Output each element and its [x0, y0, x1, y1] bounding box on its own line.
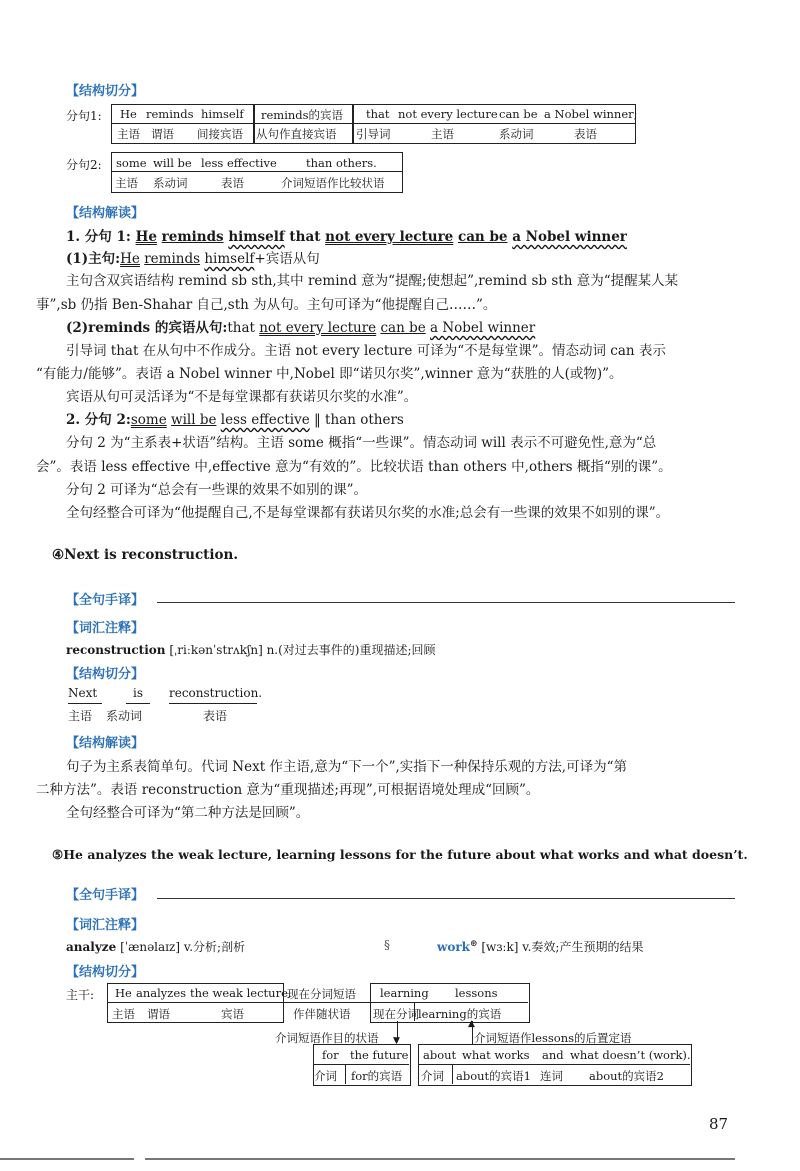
c1-word: that [366, 107, 390, 121]
clause1-divider [111, 123, 635, 124]
pp2-divider [418, 1064, 690, 1065]
c1-role: 系动词 [499, 127, 534, 141]
m-role: 谓语 [147, 1007, 170, 1021]
translation-heading: 【全句手译】 [66, 593, 145, 608]
structure-split-heading: 【结构切分】 [66, 667, 145, 682]
paragraph-line: 引导词 that 在从句中不作成分。主语 not every lecture 可译为“不是每堂课”。情态动词 can 表示 [66, 343, 666, 359]
p9-rest: ‖ than others [314, 412, 404, 428]
split-role: 表语 [203, 709, 228, 723]
paragraph-line: 句子为主系表简单句。代词 Next 作主语,意为“下一个”,实指下一种保持乐观的方法,可译为“第 [66, 759, 628, 775]
pp2-word: and [542, 1048, 564, 1062]
split-word: Next [68, 686, 98, 700]
clause1-label: 分句1: [66, 109, 102, 123]
sentence-4-title: ④Next is reconstruction. [52, 547, 239, 563]
m-word: learning [380, 986, 429, 1000]
p2-object: himself [204, 251, 255, 267]
pp2-separator [452, 1064, 453, 1084]
m-role: 作伴随状语 [293, 1007, 351, 1021]
m-role: learning的宾语 [418, 1007, 502, 1021]
c2-role: 系动词 [153, 176, 188, 190]
c1-role: 引导词 [356, 127, 391, 141]
c1-role: 表语 [574, 127, 597, 141]
structure-split-heading: 【结构切分】 [66, 965, 145, 980]
p1-subject: He [135, 229, 157, 245]
p9-verb: will be [171, 412, 217, 428]
vocab-heading: 【词汇注释】 [66, 918, 145, 933]
pp1-role: for的宾语 [351, 1069, 403, 1083]
structure-split-heading: 【结构切分】 [66, 84, 145, 99]
c1-role: 从句作直接宾语 [256, 127, 337, 141]
paragraph-line: 宾语从句可灵活译为“不是每堂课都有获诺贝尔奖的水准”。 [66, 389, 418, 405]
p9-label: 2. 分句 2: [66, 412, 131, 428]
m-word: He [115, 986, 132, 1000]
m-word: lessons [455, 986, 498, 1000]
translation-blank[interactable] [157, 898, 735, 899]
participle-phrase-line [282, 1002, 528, 1003]
vocab-entry [66, 938, 245, 955]
m-word: 现在分词短语 [287, 987, 356, 1001]
vocab-word: analyze [66, 940, 117, 954]
c2-role: 表语 [221, 176, 244, 190]
vocab-definition: v.分析;剖析 [183, 940, 246, 954]
object-clause-line [66, 316, 535, 336]
vocab-definition: n.(对过去事件的)重现描述;回顾 [266, 643, 436, 657]
c1-word: can be [499, 107, 538, 121]
pp1-role: 介词 [314, 1069, 337, 1083]
pp2-role: about的宾语1 [456, 1069, 531, 1083]
main-trunk-divider [107, 1002, 282, 1003]
c1-word: not every lecture [398, 107, 498, 121]
page-number: 87 [709, 1115, 729, 1133]
p5-subject: not every lecture [259, 320, 377, 336]
pp2-word: about [423, 1048, 457, 1062]
sentence-5-title: ⑤He analyzes the weak lecture, learning lessons for the future about what works and what doesn’t. [52, 847, 748, 862]
pp2-role: about的宾语2 [589, 1069, 664, 1083]
arrow-down-icon: ▼ [393, 1036, 400, 1046]
p2-label: (1)主句: [66, 251, 121, 267]
c2-word: will be [153, 156, 192, 170]
m-word: analyzes [136, 986, 187, 1000]
paragraph-line: 分句 2 为“主系表+状语”结构。主语 some 概指“一些课”。情态动词 will 表示不可避免性,意为“总 [66, 435, 657, 451]
paragraph-line: 事”,sb 仍指 Ben-Shahar 自己,sth 为从句。主句可译为“他提醒自己……”。 [36, 297, 497, 313]
translation-heading: 【全句手译】 [66, 888, 145, 903]
split-word: is [133, 686, 143, 700]
vocab-definition: v.奏效;产生预期的结果 [522, 940, 644, 954]
c1-word: himself [201, 107, 244, 121]
m-role: 现在分词 [373, 1007, 419, 1021]
paragraph-line: 会”。表语 less effective 中,effective 意为“有效的”。比较状语 than others 中,others 概指“别的课”。 [36, 459, 672, 475]
c1-word: a Nobel winner; [544, 107, 638, 121]
p1-label: 1. 分句 1: [66, 229, 131, 245]
p9-subject: some [130, 412, 167, 428]
vocab-entry [437, 938, 643, 955]
vocab-word: work [437, 940, 470, 954]
vocab-phonetic: [ˌriːkənˈstrʌkʃn] [169, 643, 263, 657]
vocab-phonetic: [wɜːk] [481, 940, 519, 954]
attributive-label: 介词短语作lessons的后置定语 [474, 1031, 632, 1045]
c1-word: reminds [146, 107, 194, 121]
p1-that: that [289, 229, 321, 245]
p5-that: that [227, 320, 255, 336]
pp2-word: what works [462, 1048, 530, 1062]
split-role: 系动词 [106, 709, 143, 723]
main-trunk-label: 主干: [66, 988, 95, 1002]
pp2-role: 介词 [421, 1069, 444, 1083]
split-word: reconstruction. [169, 686, 263, 700]
bottom-rule [145, 1158, 735, 1160]
c1-role: 主语 [431, 127, 454, 141]
p2-rest: +宾语从句 [254, 251, 320, 267]
c1-role: 间接宾语 [197, 127, 243, 141]
pp1-word: for [322, 1048, 339, 1062]
pp2-word: what doesn’t (work). [570, 1048, 691, 1062]
c2-word: than others. [306, 156, 377, 170]
m-role: 主语 [112, 1007, 135, 1021]
paragraph-line: 主句含双宾语结构 remind sb sth,其中 remind 意为“提醒;使想起”,remind sb sth 意为“提醒某人某 [66, 273, 679, 289]
c1-word: reminds的宾语 [261, 108, 344, 122]
pp1-separator [345, 1064, 346, 1084]
c1-word: He [120, 107, 137, 121]
c2-role: 主语 [115, 176, 138, 190]
clause2-divider [111, 171, 402, 172]
p2-subject: He [120, 251, 140, 267]
paragraph-line: 分句 2 可译为“总会有一些课的效果不如别的课”。 [66, 482, 367, 498]
p1-clause-verb: can be [457, 229, 508, 245]
separator-icon: § [384, 938, 390, 952]
m-role: 宾语 [221, 1007, 244, 1021]
structure-explain-heading: 【结构解读】 [66, 736, 145, 751]
vocab-heading: 【词汇注释】 [66, 621, 145, 636]
split-underline [68, 703, 102, 704]
vocab-phonetic: [ˈænəlaɪz] [120, 940, 181, 954]
purpose-adverbial-label: 介词短语作目的状语 [275, 1031, 379, 1045]
c2-role: 介词短语作比较状语 [281, 176, 385, 190]
pp2-role: 连词 [540, 1069, 563, 1083]
translation-blank[interactable] [157, 602, 735, 603]
c1-role: 主语 [117, 127, 140, 141]
vocab-entry [66, 641, 436, 658]
high-frequency-icon: ⊛ [469, 939, 478, 949]
p1-verb: reminds [161, 229, 224, 245]
paragraph-line: 全句经整合可译为“第二种方法是回顾”。 [66, 805, 310, 821]
pp1-divider [313, 1064, 409, 1065]
p2-verb: reminds [144, 251, 201, 267]
structure-explain-heading: 【结构解读】 [66, 206, 145, 221]
p5-verb: can be [380, 320, 426, 336]
clause1-analysis-line [66, 225, 627, 245]
split-underline [169, 703, 257, 704]
split-role: 主语 [68, 709, 93, 723]
p5-predicative: a Nobel winner [430, 320, 536, 336]
split-underline [126, 703, 150, 704]
vocab-word: reconstruction [66, 643, 166, 657]
paragraph-line: 二种方法”。表语 reconstruction 意为“重现描述;再现”,可根据语境处理成“回顾”。 [36, 782, 540, 798]
c2-word: less effective [201, 156, 277, 170]
m-word: the weak lecture, [190, 986, 292, 1000]
p1-object: himself [228, 229, 285, 245]
p1-clause-subject: not every lecture [325, 229, 454, 245]
bottom-rule [0, 1158, 134, 1160]
c1-role: 谓语 [151, 127, 174, 141]
paragraph-line: 全句经整合可译为“他提醒自己,不是每堂课都有获诺贝尔奖的水准;总会有一些课的效果不如别的课”。 [66, 505, 670, 521]
arrow-up-icon: ▲ [468, 1019, 475, 1029]
p9-predicative: less effective [220, 412, 310, 428]
main-clause-line [66, 247, 320, 267]
clause2-analysis-line [66, 408, 404, 428]
p1-clause-predicative: a Nobel winner [512, 229, 627, 245]
clause2-label: 分句2: [66, 158, 102, 172]
p5-label: (2)reminds 的宾语从句: [66, 320, 228, 336]
c2-word: some [116, 156, 147, 170]
paragraph-line: “有能力/能够”。表语 a Nobel winner 中,Nobel 即“诺贝尔奖”,winner 意为“获胜的人(或物)”。 [36, 366, 623, 382]
pp1-word: the future [350, 1048, 409, 1062]
